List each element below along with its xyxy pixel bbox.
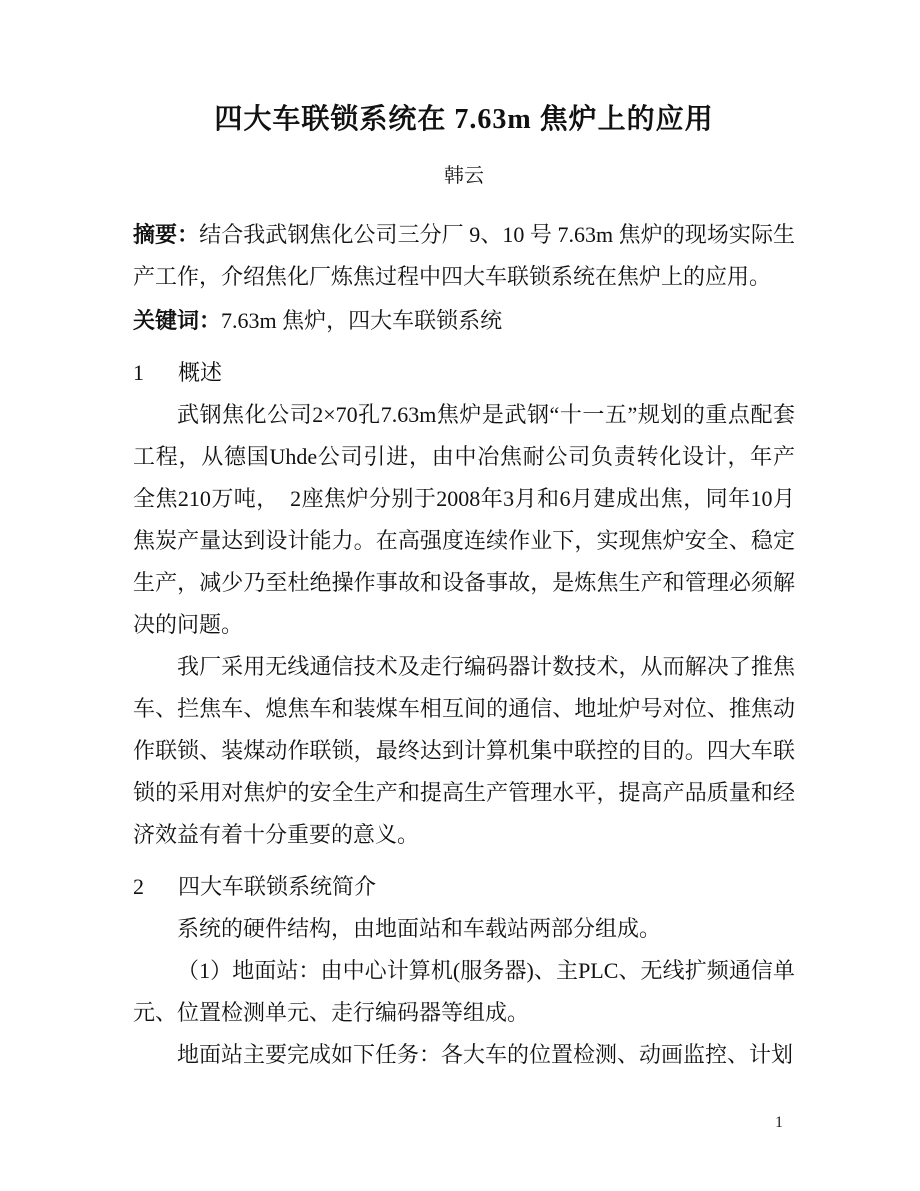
section-number: 2 xyxy=(133,874,144,899)
document-title: 四大车联锁系统在 7.63m 焦炉上的应用 xyxy=(214,104,714,135)
section-title: 四大车联锁系统简介 xyxy=(178,874,377,899)
section-title: 概述 xyxy=(178,360,223,385)
body-paragraph: 地面站主要完成如下任务：各大车的位置检测、动画监控、计划 xyxy=(177,1042,794,1067)
page-number: 1 xyxy=(775,1114,783,1131)
body-paragraph: 武钢焦化公司2×70孔7.63m焦炉是武钢“十一五”规划的重点配套工程，从德国Uhde公司引进，由中冶焦耐公司负责转化设计，年产全焦210万吨， 2座焦炉分别于2008年3月和6月建成出焦，同年10月焦炭产量达到设计能力。在高强度连续作业下，实现焦炉安全、稳定生产，减少乃至杜绝操作事故和设备事故，是炼焦生产和管理必须解决的问题。 xyxy=(133,402,795,637)
document-content xyxy=(133,0,795,1076)
abstract-text: 结合我武钢焦化公司三分厂 9、10 号 7.63m 焦炉的现场实际生产工作，介绍焦化厂炼焦过程中四大车联锁系统在焦炉上的应用。 xyxy=(133,222,795,289)
author-name: 韩云 xyxy=(444,165,484,187)
body-paragraph: 我厂采用无线通信技术及走行编码器计数技术，从而解决了推焦车、拦焦车、熄焦车和装煤车相互间的通信、地址炉号对位、推焦动作联锁、装煤动作联锁，最终达到计算机集中联控的目的。四大车联锁的采用对焦炉的安全生产和提高生产管理水平，提高产品质量和经济效益有着十分重要的意义。 xyxy=(133,654,795,847)
keywords-text: 7.63m 焦炉，四大车联锁系统 xyxy=(221,308,503,333)
section-heading-system-intro xyxy=(133,866,795,908)
section-number: 1 xyxy=(133,360,144,385)
section-heading-overview xyxy=(133,352,795,394)
body-paragraph: 系统的硬件结构，由地面站和车载站两部分组成。 xyxy=(177,916,662,941)
abstract-paragraph xyxy=(133,214,795,298)
keywords-paragraph xyxy=(133,300,795,342)
abstract-label: 摘要： xyxy=(133,222,200,247)
keywords-label: 关键词： xyxy=(133,308,222,333)
body-paragraph: （1）地面站：由中心计算机(服务器)、主PLC、无线扩频通信单元、位置检测单元、走行编码器等组成。 xyxy=(133,958,795,1025)
